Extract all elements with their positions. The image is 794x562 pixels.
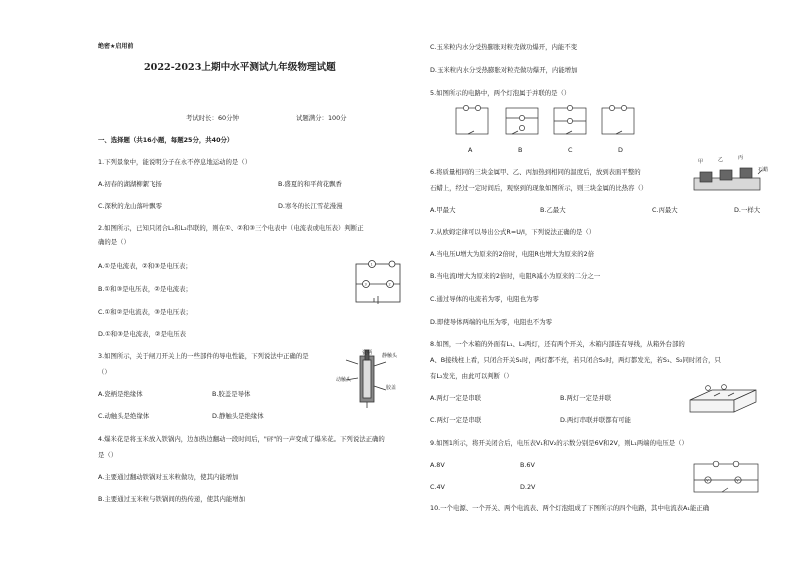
q7-option-b: B.当电流I增大为原来的2倍时，电阻R减小为原来的二分之一 [430, 272, 601, 280]
q2-stem-line2: 确的是（） [98, 238, 130, 246]
q7-stem: 7.从欧姆定律可以导出公式R=U/I，下列说法正确的是（） [430, 228, 596, 236]
exam-title: 2022-2023上期中水平测试九年级物理试题 [144, 62, 336, 73]
q4-stem-line1: 4.爆米花是将玉米放入铁锅内，边加热边翻动一段时间后，"砰"的一声变成了爆米花。下列说法正确的 [98, 435, 385, 443]
label-yi: 乙 [718, 157, 724, 163]
q8-stem-line3: 有L₂发光，由此可以判断（） [430, 372, 513, 380]
q1-option-d: D.寒冬的长江雪花漫漫 [278, 202, 343, 210]
q9-option-c: C.4V [430, 483, 445, 491]
q3-stem-line1: 3.如图所示，关于闸刀开关上的一些部件的导电性能，下列说法中正确的是 [98, 352, 309, 360]
section-heading: 一、选择题（共16小题，每题25分，共40分） [98, 136, 234, 144]
q6-option-b: B.乙最大 [540, 206, 566, 214]
q8-option-c: C.两灯一定是串联 [430, 416, 482, 424]
secret-mark: 绝密★启用前 [98, 43, 134, 50]
label-bing: 丙 [738, 155, 744, 161]
q3-option-c: C.动触头是绝缘体 [98, 412, 150, 420]
q5-label-a: A [468, 146, 473, 154]
q4-option-d: D.玉米粒内水分受热膨胀对粒壳做功爆开，内能增加 [430, 66, 578, 74]
q1-stem: 1.下列景象中，能说明分子在永不停息地运动的是（） [98, 158, 252, 166]
q6-stem-line1: 6.将质量相同的三块金属甲、乙、丙加热到相同的温度后，放到表面平整的 [430, 168, 641, 176]
q8-option-b: B.两灯一定是并联 [560, 394, 612, 402]
q3-option-a: A.瓷柄是绝缘体 [98, 390, 143, 398]
svg-text:3: 3 [364, 282, 367, 287]
q2-option-a: A.①是电流表，②和③是电压表； [98, 262, 192, 270]
q8-option-a: A.两灯一定是串联 [430, 394, 482, 402]
q6-option-c: C.丙最大 [652, 206, 678, 214]
svg-text:V: V [706, 478, 709, 483]
q6-option-a: A.甲最大 [430, 206, 456, 214]
circuit-diagrams-q5-icon [452, 104, 652, 140]
label-wax: 石蜡 [758, 167, 769, 173]
wooden-box-diagram-q8-icon [684, 378, 764, 418]
q9-option-b: B.6V [520, 461, 535, 469]
q7-option-c: C.通过导体的电流若为零，电阻也为零 [430, 295, 539, 303]
label-moving-contact: 动触头 [336, 377, 352, 383]
q5-label-b: B [518, 146, 523, 154]
exam-score: 试题满分：100分 [296, 114, 347, 122]
q4-option-c: C.玉米粒内水分受热膨胀对粒壳做功爆开，内能不变 [430, 43, 578, 51]
q6-stem-line2: 石蜡上，经过一定时间后，观察到的现象如图所示，则三块金属的比热容（） [430, 184, 648, 192]
label-jia: 甲 [698, 159, 704, 165]
q2-option-b: B.①和③是电压表，②是电流表； [98, 285, 192, 293]
svg-text:V: V [736, 478, 739, 483]
q8-option-d: D.两灯串联并联都有可能 [560, 416, 631, 424]
exam-time: 考试时长：60分钟 [186, 114, 239, 122]
q3-option-b: B.胶盖是导体 [212, 390, 251, 398]
wax-block-diagram-q6-icon [692, 160, 768, 196]
q9-stem: 9.如图1所示，将开关闭合后，电压表V₁和V₂的示数分别是6V和2V，则L₁两端的电压是（） [430, 439, 688, 447]
q3-option-d: D.静触头是绝缘体 [212, 412, 264, 420]
q4-option-b: B.主要通过玉米粒与铁锅间的热传递，使其内能增加 [98, 495, 246, 503]
q9-option-d: D.2V [520, 483, 536, 491]
label-porcelain: 瓷柄 [362, 350, 373, 356]
q1-option-c: C.深秋的龙山落叶飘零 [98, 202, 163, 210]
q2-option-c: C.①和②是电流表，③是电压表； [98, 308, 192, 316]
q8-stem-line2: A、B接线柱上看，只闭合开关S₁时，两灯都不亮，若只闭合S₂时，两灯都发光，若S₁、S₂同时闭合，只 [430, 356, 721, 364]
q1-option-a: A.初春的湖湖柳絮飞扬 [98, 180, 162, 188]
q1-option-b: B.盛夏的和平荷花飘香 [278, 180, 342, 188]
circuit-diagram-q2-icon [352, 258, 404, 308]
q2-option-d: D.①和③是电流表，②是电压表 [98, 330, 187, 338]
q4-stem-line2: 是（） [98, 451, 118, 459]
q3-stem-line2: （） [98, 368, 111, 376]
label-static-contact: 静触头 [382, 353, 398, 359]
q9-option-a: A.8V [430, 461, 445, 469]
q6-option-d: D.一样大 [734, 206, 761, 214]
q2-stem-line1: 2.如图所示，已知只闭合L₁和L₂串联的，则在①、②和③三个电表中（电流表或电压表）判断正 [98, 224, 364, 232]
circuit-diagram-q9-icon [688, 458, 768, 498]
q8-stem-line1: 8.如图，一个木箱的外面有L₁、L₂两灯，还有两个开关，木箱内部连有导线，从箱外台部的 [430, 340, 685, 348]
q7-option-d: D.即使导体两端的电压为零，电阻也不为零 [430, 318, 552, 326]
q10-stem: 10.一个电源、一个开关、两个电流表、两个灯泡组成了下图所示的四个电路，其中电流表A₁能正确 [430, 504, 710, 512]
label-cover: 胶盖 [386, 385, 397, 391]
svg-text:2: 2 [388, 282, 391, 287]
q5-label-c: C [568, 146, 573, 154]
q4-option-a: A.主要通过翻动铁锅对玉米粒做功，使其内能增加 [98, 473, 239, 481]
svg-text:1: 1 [370, 262, 373, 267]
q5-stem: 5.如图所示的电路中，两个灯泡属于并联的是（） [430, 89, 571, 97]
q7-option-a: A.当电压U增大为原来的2倍时，电阻R也增大为原来的2倍 [430, 250, 595, 258]
q5-label-d: D [618, 146, 623, 154]
